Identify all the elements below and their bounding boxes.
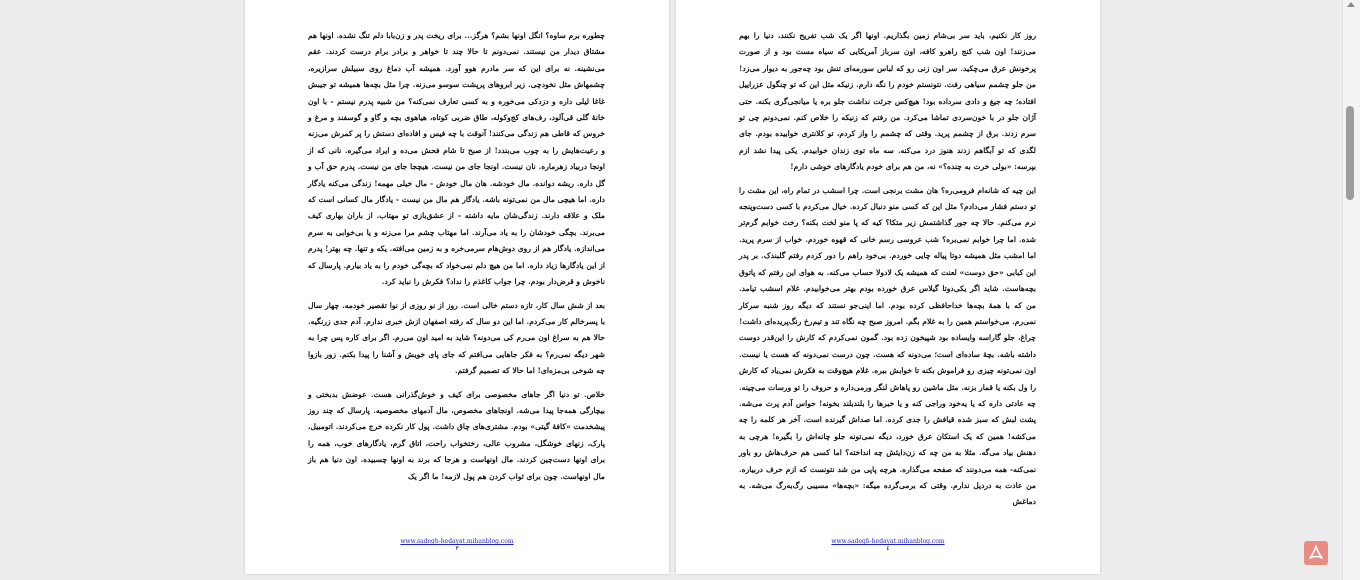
paragraph: چطوره برم ساوه؟ انگل اونها بشم؟ هرگز... برای ریخت پدر و زن‌بابا دلم تنگ نشده. اونها هم مشتاق دیدار من نیستند. نمی‌دونم تا حالا چند تا خواهر و برادر برام درست کردند. عقم می‌نشینه. نه برای این که سر مادرم هوو آورد. همیشه آب دماغ روی سبیلش سرازیره، چشمهاش مثل نخودچی. زیر ابروهای پرپشت سوسو می‌زنه. چرا مثل بچه‌ها همیشه تو جیبش غاغا لیلی داره و دزدکی می‌خوره و به کسی تعارف نمی‌کنه؟ من شبیه پدرم نیستم - با اون خانۀ گلی قی‌آلود، رف‌های کج‌وکوله، طاق ضربی کوتاه، هیاهوی بچه و گاو و گوسفند و مرغ و خروس که قاطی هم زندگی می‌کنند! آنوقت با چه فیس و افاده‌ای دستش را پر کمرش می‌زنه و رعیت‌هایش را به چوب می‌بندد! از صبح تا شام فحش می‌ده و ایراد می‌گیره. نانی که از اونجا دربیاد زهرماره. نان نیست. اونجا جای من نیست. هیچجا جای من نیست. پدرم حق آب و گل داره. ریشه دوانده. مال خودشه. هان مال خودش - مال خیلی مهمه! زندگی می‌کنه یادگار داره. اما هیچی مال من نمی‌تونه باشه. یادگار هم مال من نیست - یادگار مال کسانی است که ملک و علاقه دارند. زندگی‌شان مایه داشته - از عشق‌بازی تو مهتاب. از باران بهاری کیف می‌برند. بچگی خودشان را به یاد می‌آرند. اما مهتاب چشم مرا می‌زنه و یا بی‌خوابی به سرم می‌اندازه. یادگار هم از روی دوش‌هام سرمی‌خره و به زمین می‌افته. یکه و تنها. چه بهتر! پدرم از این یادگارها زیاد داره. اما من هیچ دلم نمی‌خواد که بچه‌گی خودم را به یاد بیارم. پارسال که ناخوش و قرض‌دار بودم. چرا جواب کاغذم را نداد؟ فکرش را نباید کرد. <box>308 31 605 287</box>
paragraph: روز کار نکنیم، باید سر بی‌شام زمین بگذاریم. اونها اگر یک شب تفریح نکنند، دنیا را بهم می‌زنند! اون شب کنج راهرو کافه، اون سرباز آمریکایی که سیاه مست بود و از صورت پرخونش عرق می‌چکید. سر اون زنی رو که لباس سورمه‌ای تنش بود چه‌جور به دیوار می‌زد! من جلو چشمم سیاهی رفت. نتونستم خودم را نگه دارم. زنیکه مثل این که تو چنگول عزراییل افتاده؛ چه جیغ و دادی سرداده بود! هیچ‌کس جرئت نداشت جلو بره یا میانجی‌گری بکنه. حتی آژان جلو در با خون‌سردی تماشا می‌کرد. من رفتم که زنیکه را خلاص کنم. نمی‌دونم چی تو سرم زدند. برق از چشمم پرید. وقتی که چشمم را واز کردم، تو کلانتری خوابیده بودم. جای لگدی که تو آبگاهم زدند هنوز درد می‌کنه. سه ماه توی زندان خوابیدم. یکی پیدا نشد ازم بپرسه: «بولی خرت به چنده؟» نه، من هم برای خودم یادگارهای خوشی دارم! <box>739 31 1036 172</box>
arrow-up-icon[interactable] <box>1347 2 1355 7</box>
pdf-icon[interactable] <box>1304 541 1328 565</box>
page-body <box>308 28 605 492</box>
footer-link[interactable]: www.sadegh-hedayat.mihanblog.com <box>831 538 945 545</box>
paragraph: خلاص. تو دنیا اگر جاهای مخصوصی برای کیف و خوش‌گذرانی هست. عوضش بدبختی و بیچارگی همه‌جا پیدا می‌شه. اونجاهای مخصوص، مال آدمهای مخصوصیه. پارسال که چند روز پیشخدمت «کافۀ گیتی» بودم. مشتری‌های چاق داشت. پول کار نکرده خرج می‌کردند. اتومبیل، پارک، زنهای خوشگل، مشروب عالی، رختخواب راحت، اتاق گرم، یادگارهای خوب، همه را برای اونها دست‌چین کردند. مال اونهاست و هرجا که برند به اونها چسبیده. اون دنیا هم باز مال اونهاست. چون برای ثواب کردن هم پول لازمه! ما اگر یک <box>308 389 605 481</box>
page-footer <box>676 538 1100 552</box>
vertical-scrollbar[interactable] <box>1342 0 1360 580</box>
page-number: ٤ <box>886 545 890 552</box>
page-footer <box>245 538 669 552</box>
page-body <box>739 28 1036 518</box>
page-3 <box>245 0 669 574</box>
pdf-glyph-icon <box>1307 544 1325 562</box>
paragraph: این چیه که شانه‌ام فرومی‌ره؟ هان مشت برنجی است. چرا اسشب در تمام راه، این مشت را تو دستم فشار می‌دادم؟ مثل این که کسی منو دنبال کرده. خیال می‌کردم با کسی دست‌وپنجه نرم می‌کنم. حالا چه جور گذاشتمش زیر متکا؟ کیه که پا منو لخت بکنه؟ رخت خوابم گرم‌تر شده. اما چرا خوابم نمی‌بره؟ شب عروسی رسم خانی که قهوه خوردم. خواب از سرم پرید. اما امشب مثل همیشه دوتا پیاله چایی خوردم. بی‌خود راهم را دور کردم رفتم گلبندک. بر پدر این کبابی «حق دوست» لعنت که همیشه یک لادولا حساب می‌کنه. به هوای این رفتم که پاتوق بچه‌هاست. شاید اگر یکی‌دوتا گیلاس عرق خورده بودم بهتر می‌خوابیدم. غلام اسشب تیامد. من که با همۀ بچه‌ها خداحافظی کرده بودم. اما اینی‌جو نستند که دیگه روز شنبه سرکار نمی‌رم. می‌خواستم همین را به غلام بگم. امروز صبح چه نگاه تند و تیم‌رخ رنگ‌پریده‌ای داشت! چراغ، جلو گاراسه وایساده بود شپیخون زده بود. گمون نمی‌کردم که کارش را این‌قدر دوست داشته باشه. بچۀ ساده‌ای است؛ می‌دونه که هست. چون درست نمی‌دونه که هست یا نیست. اون نمی‌تونه چیزی رو فراموش بکنه تا خوابش ببره. غلام هیچ‌وقت به فکرش نمی‌یاد که کارش را ول بکنه یا قمار بزنه. مثل ماشین رو پاهاش لنگر ورمی‌داره و حروف را تو ورسات می‌چینه. چه عادتی داره که یا یه‌خود وراجی کنه و یا خبرها را بلندبلند بخونه! حواس آدم پرت می‌شه. پشت لبش که سبز شده قیافش را جدی کرده. اما صداش گیرنده است. آخر هر کلمه را چه می‌کشه! همین که یک استکان عرق خورد، دیگه نمی‌تونه جلو چانه‌اش را بگیره! هرچی به دهنش بیاد می‌گه. مثلا به من چه که زن‌دایئش چه انداخته؟ اما کسی هم حرف‌هاش رو باور نمی‌کنه- همه می‌دونند که صفحه می‌گذاره. هرچه پاپی من شد نتونست که ازم حرف دربیاره. من عادت به دردیل ندارم. وقتی که برمی‌گرده میگه: «بچه‌ها» مسیبی رگ‌به‌رگ می‌شه. به دماغش <box>739 185 1036 507</box>
page-number: ٣ <box>455 545 459 552</box>
paragraph: بعد از شش سال کار، تازه دستم خالی است. روز از نو روزی از نوا تقصیر خودمه. چهار سال با پسرخالم کار می‌کردم. اما این دو سال که رفته اصفهان ازش خبری ندارم. آدم جدی زرنگیه. حالا هم به سراغ اون می‌رم کی می‌دونه؟ شاید به امید اون می‌رم. اگر برای کاره پس چرا به شهر دیگه نمی‌رم؟ به فکر جاهایی می‌افتم که جای پای خویش و آشنا را پیدا بکنم. زور بازوا چه شوخی بی‌مزه‌ای! اما حالا که تصمیم گرفتم. <box>308 300 605 376</box>
footer-link[interactable]: www.sadegh-hedayat.mihanblog.com <box>400 538 514 545</box>
page-4 <box>676 0 1100 574</box>
scrollbar-thumb[interactable] <box>1346 106 1354 200</box>
